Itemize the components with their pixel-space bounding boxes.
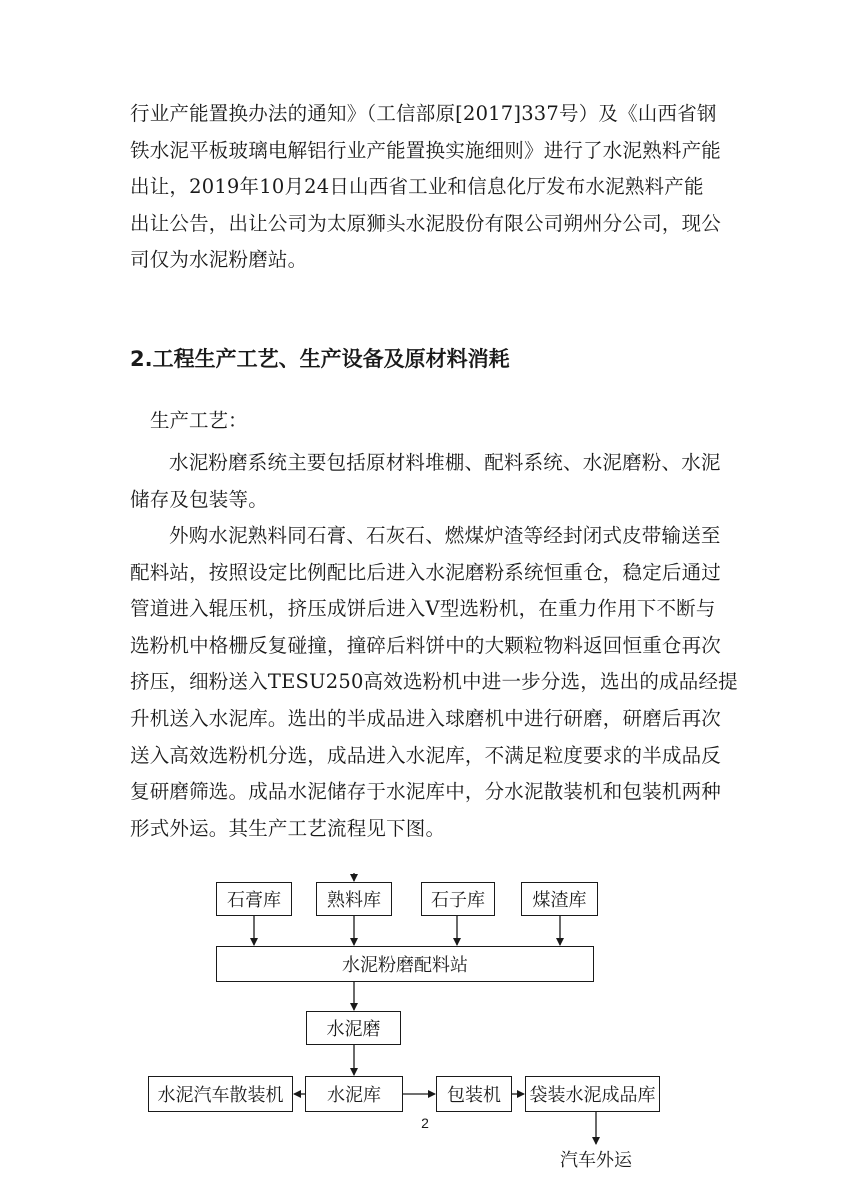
paragraph-line: 挤压，细粉送入TESU250高效选粉机中进一步分选，选出的成品经提 [130,670,738,694]
paragraph-line: 形式外运。其生产工艺流程见下图。 [130,816,446,840]
paragraph-line: 送入高效选粉机分选，成品进入水泥库，不满足粒度要求的半成品反 [130,743,722,767]
clinker-storage-box: 熟料库 [316,882,392,916]
process-subheading: 生产工艺： [150,409,248,432]
intro-line: 铁水泥平板玻璃电解铝行业产能置换实施细则》进行了水泥熟料产能 [130,138,722,162]
gypsum-storage-box: 石膏库 [216,882,292,916]
paragraph-line: 升机送入水泥库。选出的半成品进入球磨机中进行研磨，研磨后再次 [130,706,722,730]
bagged-storage-box: 袋装水泥成品库 [525,1076,660,1112]
packer-box: 包装机 [436,1076,512,1112]
intro-line: 出让，2019年10月24日山西省工业和信息化厅发布水泥熟料产能 [130,175,704,199]
intro-line: 出让公告，出让公司为太原狮头水泥股份有限公司朔州分公司，现公 [130,211,722,235]
paragraph-line: 储存及包装等。 [130,487,268,511]
truck-transport-label: 汽车外运 [560,1150,632,1171]
paragraph-line: 管道进入辊压机，挤压成饼后进入V型选粉机，在重力作用下不断与 [130,597,716,621]
intro-line: 行业产能置换办法的通知》（工信部原[2017]337号）及《山西省钢 [130,102,717,125]
slag-storage-box: 煤渣库 [521,882,598,916]
cement-mill-box: 水泥磨 [306,1011,401,1045]
paragraph-line: 复研磨筛选。成品水泥储存于水泥库中，分水泥散装机和包装机两种 [130,780,722,804]
paragraph-line: 水泥粉磨系统主要包括原材料堆棚、配料系统、水泥磨粉、水泥 [169,451,721,474]
cement-silo-box: 水泥库 [305,1076,403,1112]
page-number: 2 [421,1115,429,1131]
section-heading: 2.工程生产工艺、生产设备及原材料消耗 [130,347,510,371]
intro-line: 司仅为水泥粉磨站。 [130,248,308,272]
bulk-loader-box: 水泥汽车散装机 [148,1076,293,1112]
batching-station-box: 水泥粉磨配料站 [216,946,594,982]
paragraph-line: 选粉机中格栅反复碰撞，撞碎后料饼中的大颗粒物料返回恒重仓再次 [130,633,722,657]
stone-storage-box: 石子库 [421,882,495,916]
paragraph-line: 外购水泥熟料同石膏、石灰石、燃煤炉渣等经封闭式皮带输送至 [169,524,721,547]
paragraph-line: 配料站，按照设定比例配比后进入水泥磨粉系统恒重仓，稳定后通过 [130,560,722,584]
